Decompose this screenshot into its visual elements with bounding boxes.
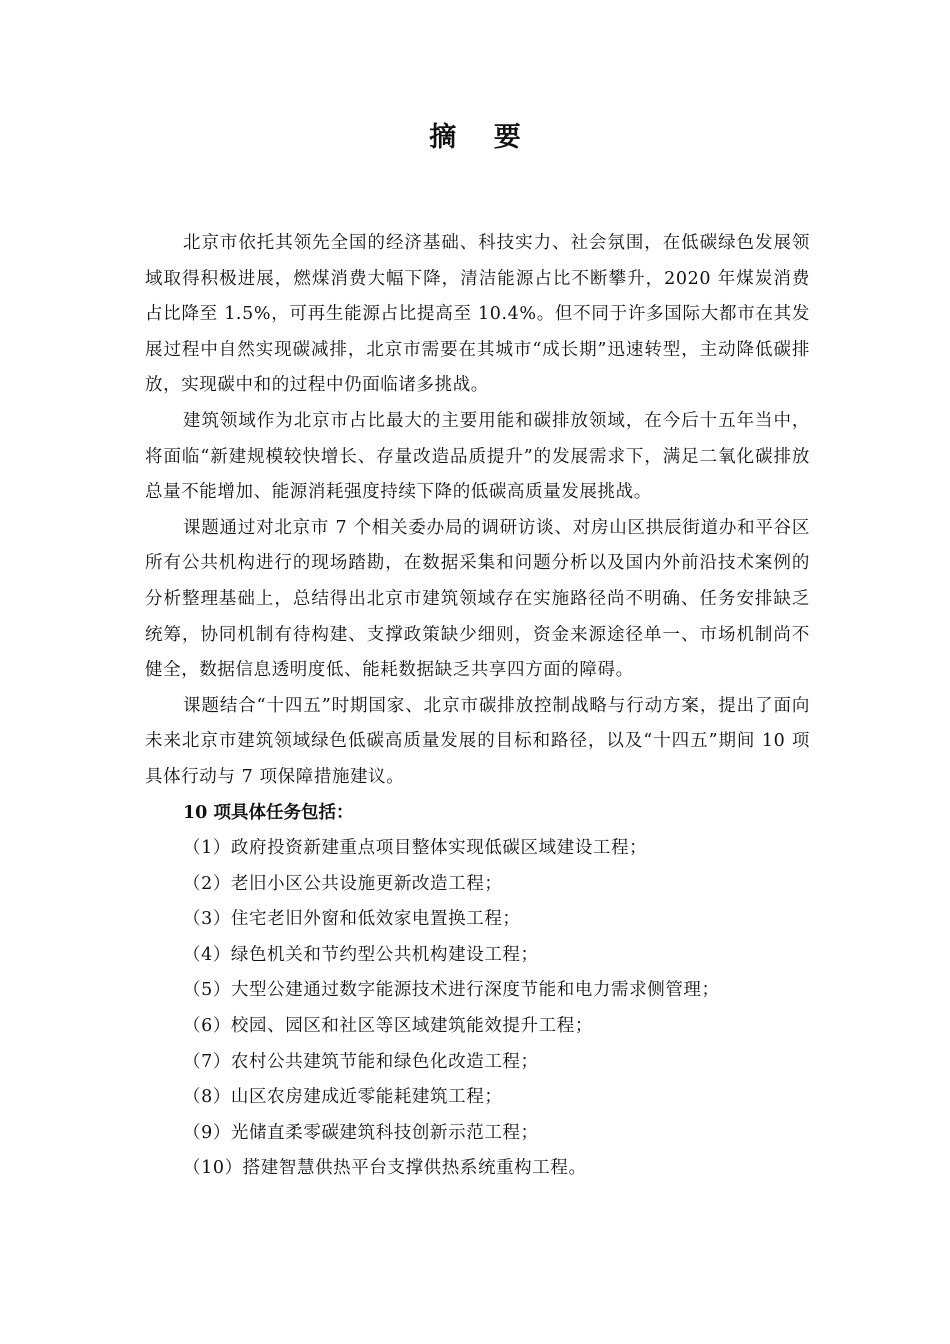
list-item: （9）光储直柔零碳建筑科技创新示范工程； — [183, 1122, 539, 1143]
list-item: （7）农村公共建筑节能和绿色化改造工程； — [183, 1051, 539, 1072]
page-title: 摘 要 — [429, 122, 535, 153]
task-list — [145, 831, 810, 1187]
paragraph: 建筑领域作为北京市占比最大的主要用能和碳排放领域，在今后十五年当中，将面临“新建规模较快增长、存量改造品质提升”的发展需求下，满足二氧化碳排放总量不能增加、能源消耗强度持续下降的低碳高质量发展挑战。 — [145, 410, 810, 503]
paragraph: 课题结合“十四五”时期国家、北京市碳排放控制战略与行动方案，提出了面向未来北京市建筑领域绿色低碳高质量发展的目标和路径，以及“十四五”期间 10 项具体行动与 7 项保障措施建议。 — [145, 695, 810, 787]
paragraph: 北京市依托其领先全国的经济基础、科技实力、社会氛围，在低碳绿色发展领域取得积极进展，燃煤消费大幅下降，清洁能源占比不断攀升，2020 年煤炭消费占比降至 1.5%，可再生能源占比提高至 10.4%。但不同于许多国际大都市在其发展过程中自然实现碳减排，北京市需要在其城市“成长期”迅速转型，主动降低碳排放，实现碳中和的过程中仍面临诸多挑战。 — [145, 233, 810, 396]
list-item: （8）山区农房建成近零能耗建筑工程； — [183, 1087, 503, 1108]
paragraph: 课题通过对北京市 7 个相关委办局的调研访谈、对房山区拱辰街道办和平谷区所有公共机构进行的现场踏勘，在数据采集和问题分析以及国内外前沿技术案例的分析整理基础上，总结得出北京市建筑领域存在实施路径尚不明确、任务安排缺乏统筹，协同机制有待构建、支撑政策缺少细则，资金来源途径单一、市场机制尚不健全，数据信息透明度低、能耗数据缺乏共享四方面的障碍。 — [145, 517, 810, 681]
list-item: （1）政府投资新建重点项目整体实现低碳区域建设工程； — [183, 838, 648, 859]
tasks-heading: 10 项具体任务包括： — [183, 802, 354, 823]
abstract-body — [145, 226, 810, 1187]
list-item: （3）住宅老旧外窗和低效家电置换工程； — [183, 909, 521, 930]
list-item: （10）搭建智慧供热平台支撑供热系统重构工程。 — [183, 1158, 587, 1179]
list-item: （5）大型公建通过数字能源技术进行深度节能和电力需求侧管理； — [183, 980, 720, 1001]
list-item: （6）校园、园区和社区等区域建筑能效提升工程； — [183, 1016, 593, 1037]
list-item: （4）绿色机关和节约型公共机构建设工程； — [183, 944, 539, 965]
list-item: （2）老旧小区公共设施更新改造工程； — [183, 873, 503, 894]
